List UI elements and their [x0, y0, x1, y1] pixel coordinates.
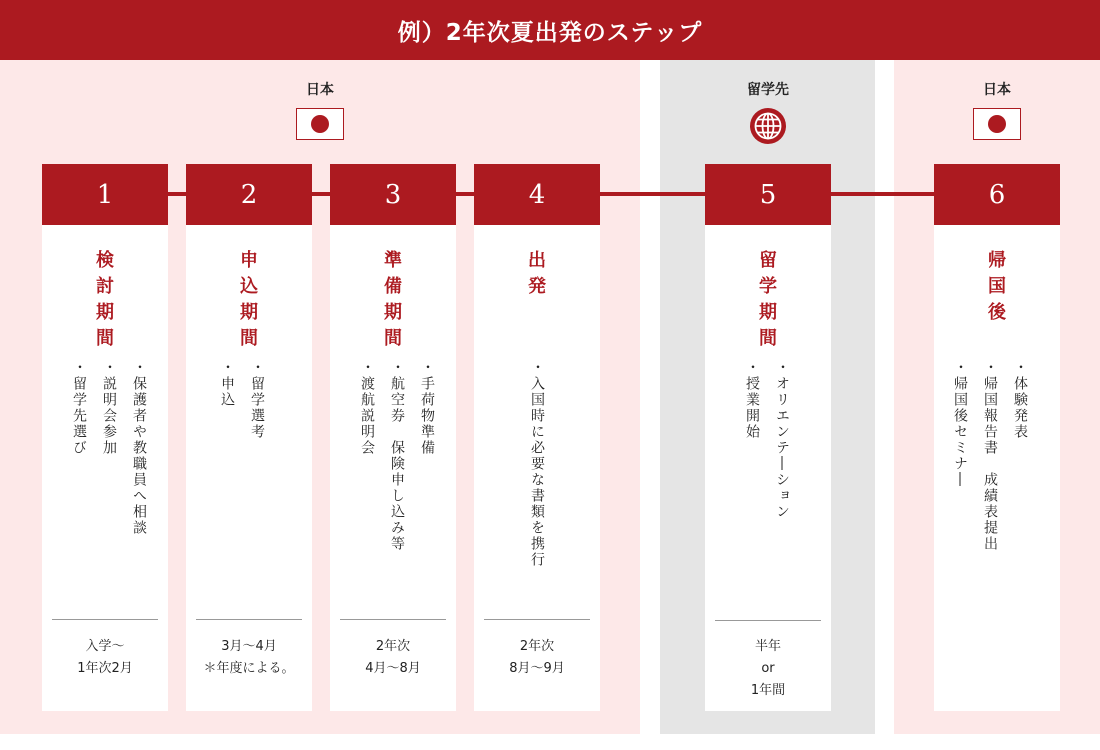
step-items: [212, 360, 272, 750]
step-title-char: 留: [759, 250, 777, 271]
globe-icon: [748, 106, 788, 146]
step-title-char: 発: [528, 276, 546, 297]
step-period: [186, 636, 312, 680]
step-title-char: 間: [384, 328, 402, 349]
step-card-1: [42, 164, 168, 711]
step-card-4: [474, 164, 600, 711]
step-period: [474, 636, 600, 680]
step-title-char: 後: [988, 302, 1006, 323]
location-japan-after: [937, 80, 1057, 140]
step-item: ・オリエンテ―ション: [774, 360, 790, 520]
location-label: 留学先: [747, 82, 789, 98]
location-label: 日本: [306, 82, 334, 98]
step-title: [186, 248, 312, 352]
card-divider: [196, 619, 302, 620]
step-title-char: 備: [384, 276, 402, 297]
step-title-char: 期: [96, 302, 114, 323]
step-title-char: 間: [240, 328, 258, 349]
step-title-char: 込: [240, 276, 258, 297]
step-number: 2: [186, 164, 312, 225]
card-divider: [52, 619, 158, 620]
step-title-char: 期: [384, 302, 402, 323]
step-item: ・入国時に必要な書類を携行: [529, 360, 545, 568]
japan-flag-icon: [296, 108, 344, 140]
period-line: or: [761, 661, 775, 676]
step-card-6: [934, 164, 1060, 711]
card-divider: [484, 619, 590, 620]
connector-line: [312, 192, 330, 196]
step-item: ・航空券 保険申し込み等: [389, 360, 405, 552]
connector-line: [456, 192, 474, 196]
step-title-char: 検: [96, 250, 114, 271]
location-japan-before: [260, 80, 380, 140]
location-label: 日本: [983, 82, 1011, 98]
step-item: ・保護者や教職員へ相談: [131, 360, 147, 536]
period-line: 入学〜: [85, 639, 125, 654]
step-item: ・帰国後セミナ―: [952, 360, 968, 488]
step-card-2: [186, 164, 312, 711]
step-period: [330, 636, 456, 680]
period-line: 1年次2月: [77, 661, 133, 676]
period-line: 3月〜4月: [221, 639, 277, 654]
step-items: [352, 360, 442, 750]
connector-line: [168, 192, 186, 196]
step-items: [522, 360, 552, 750]
step-title-char: 申: [240, 250, 258, 271]
step-item: ・留学選考: [249, 360, 265, 440]
step-item: ・渡航説明会: [359, 360, 375, 456]
step-title-char: 出: [528, 250, 546, 271]
card-divider: [340, 619, 446, 620]
step-item: ・申込: [219, 360, 235, 408]
step-title-char: 間: [96, 328, 114, 349]
step-title: [330, 248, 456, 352]
step-period: [42, 636, 168, 680]
card-divider: [715, 620, 821, 621]
step-title-char: 討: [96, 276, 114, 297]
step-number: 4: [474, 164, 600, 225]
step-number: 6: [934, 164, 1060, 225]
step-item: ・説明会参加: [101, 360, 117, 456]
period-line: 8月〜9月: [509, 661, 565, 676]
step-title-char: 準: [384, 250, 402, 271]
step-title: [474, 248, 600, 300]
step-item: ・帰国報告書 成績表提出: [982, 360, 998, 552]
japan-flag-icon: [973, 108, 1021, 140]
period-line: ＊年度による。: [203, 661, 295, 676]
step-title: [42, 248, 168, 352]
step-card-3: [330, 164, 456, 711]
step-card-5: [705, 164, 831, 711]
period-line: 1年間: [750, 683, 786, 698]
step-number: 3: [330, 164, 456, 225]
step-title-char: 期: [240, 302, 258, 323]
step-item: ・留学先選び: [71, 360, 87, 456]
step-item: ・手荷物準備: [419, 360, 435, 456]
step-items: [945, 360, 1035, 750]
location-abroad: [708, 80, 828, 150]
page-header: [0, 0, 1100, 60]
step-title-char: 国: [988, 276, 1006, 297]
connector-line: [831, 192, 934, 196]
step-title-char: 帰: [988, 250, 1006, 271]
step-title: [934, 248, 1060, 326]
period-line: 半年: [754, 639, 781, 654]
step-number: 5: [705, 164, 831, 225]
step-title: [705, 248, 831, 352]
step-item: ・体験発表: [1012, 360, 1028, 440]
step-title-char: 学: [759, 276, 777, 297]
step-period: [705, 636, 831, 702]
step-title-char: 期: [759, 302, 777, 323]
period-line: 2年次: [519, 639, 555, 654]
period-line: 4月〜8月: [365, 661, 421, 676]
connector-line: [600, 192, 705, 196]
step-item: ・授業開始: [744, 360, 760, 440]
period-line: 2年次: [375, 639, 411, 654]
header-title: 例）2年次夏出発のステップ: [397, 19, 703, 46]
step-number: 1: [42, 164, 168, 225]
step-title-char: 間: [759, 328, 777, 349]
step-items: [64, 360, 154, 750]
